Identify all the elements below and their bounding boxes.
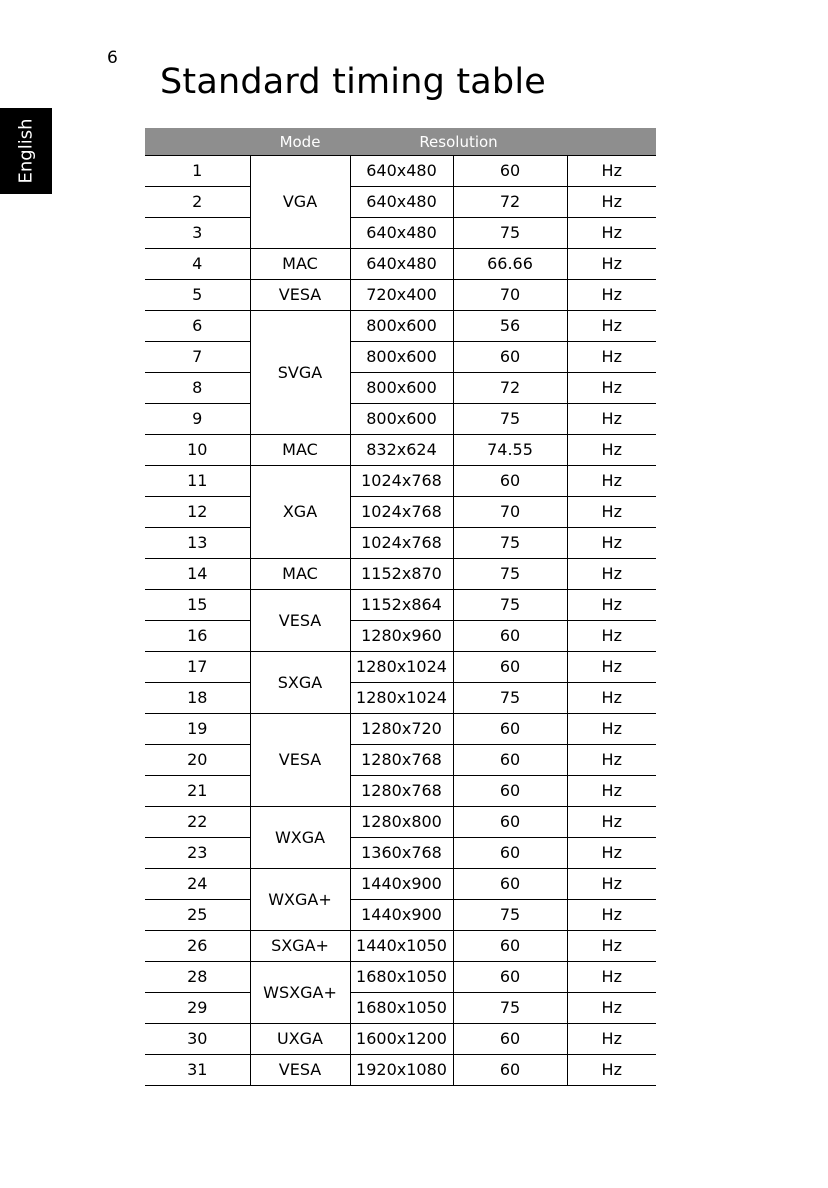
language-tab-label: English	[15, 118, 37, 184]
table-row	[145, 280, 656, 311]
header-resolution: Resolution	[350, 128, 567, 156]
row-resolution: 1280x960	[350, 621, 453, 652]
row-unit: Hz	[567, 962, 656, 993]
row-resolution: 1600x1200	[350, 1024, 453, 1055]
row-index: 16	[145, 621, 250, 652]
row-frequency: 70	[453, 280, 567, 311]
row-resolution: 1440x900	[350, 900, 453, 931]
row-frequency: 72	[453, 373, 567, 404]
row-index: 26	[145, 931, 250, 962]
row-index: 3	[145, 218, 250, 249]
row-index: 11	[145, 466, 250, 497]
row-mode: WXGA+	[250, 869, 350, 931]
table-row	[145, 373, 656, 404]
table-row	[145, 187, 656, 218]
row-index: 18	[145, 683, 250, 714]
row-resolution: 1280x720	[350, 714, 453, 745]
row-index: 7	[145, 342, 250, 373]
row-index: 1	[145, 156, 250, 187]
table-row	[145, 590, 656, 621]
row-resolution: 640x480	[350, 218, 453, 249]
row-resolution: 832x624	[350, 435, 453, 466]
row-resolution: 1152x864	[350, 590, 453, 621]
row-index: 4	[145, 249, 250, 280]
row-resolution: 1152x870	[350, 559, 453, 590]
table-row	[145, 807, 656, 838]
row-frequency: 60	[453, 1055, 567, 1086]
row-frequency: 75	[453, 683, 567, 714]
row-resolution: 800x600	[350, 311, 453, 342]
table-row	[145, 869, 656, 900]
row-frequency: 75	[453, 590, 567, 621]
table-row	[145, 218, 656, 249]
table-row	[145, 1055, 656, 1086]
row-unit: Hz	[567, 404, 656, 435]
row-resolution: 1280x1024	[350, 683, 453, 714]
row-frequency: 60	[453, 931, 567, 962]
standard-timing-table	[145, 128, 656, 1086]
row-frequency: 72	[453, 187, 567, 218]
row-unit: Hz	[567, 776, 656, 807]
row-unit: Hz	[567, 466, 656, 497]
row-unit: Hz	[567, 590, 656, 621]
row-mode: VESA	[250, 590, 350, 652]
table-row	[145, 466, 656, 497]
row-resolution: 800x600	[350, 342, 453, 373]
row-unit: Hz	[567, 342, 656, 373]
row-unit: Hz	[567, 280, 656, 311]
row-frequency: 75	[453, 559, 567, 590]
page-number: 6	[107, 48, 118, 68]
row-unit: Hz	[567, 311, 656, 342]
row-mode: MAC	[250, 249, 350, 280]
row-resolution: 1280x768	[350, 745, 453, 776]
row-index: 24	[145, 869, 250, 900]
row-index: 25	[145, 900, 250, 931]
table-row	[145, 435, 656, 466]
row-index: 17	[145, 652, 250, 683]
table-row	[145, 156, 656, 187]
table-row	[145, 497, 656, 528]
table-body	[145, 156, 656, 1086]
table-row	[145, 683, 656, 714]
row-unit: Hz	[567, 249, 656, 280]
table-row	[145, 652, 656, 683]
row-resolution: 1440x900	[350, 869, 453, 900]
table-row	[145, 993, 656, 1024]
row-frequency: 60	[453, 807, 567, 838]
row-resolution: 1280x768	[350, 776, 453, 807]
row-frequency: 60	[453, 869, 567, 900]
row-frequency: 56	[453, 311, 567, 342]
row-unit: Hz	[567, 683, 656, 714]
table-row	[145, 621, 656, 652]
row-index: 12	[145, 497, 250, 528]
table-row	[145, 962, 656, 993]
table-row	[145, 900, 656, 931]
table-header-row	[145, 128, 656, 156]
row-index: 31	[145, 1055, 250, 1086]
row-unit: Hz	[567, 652, 656, 683]
row-index: 20	[145, 745, 250, 776]
table-row	[145, 404, 656, 435]
row-index: 14	[145, 559, 250, 590]
table-row	[145, 838, 656, 869]
row-index: 10	[145, 435, 250, 466]
language-tab	[0, 108, 52, 194]
row-unit: Hz	[567, 745, 656, 776]
page-title: Standard timing table	[160, 62, 546, 102]
row-index: 21	[145, 776, 250, 807]
table-row	[145, 1024, 656, 1055]
table-row	[145, 342, 656, 373]
table-row	[145, 528, 656, 559]
row-unit: Hz	[567, 931, 656, 962]
header-mode: Mode	[250, 128, 350, 156]
row-mode: MAC	[250, 435, 350, 466]
row-frequency: 70	[453, 497, 567, 528]
row-mode: UXGA	[250, 1024, 350, 1055]
row-unit: Hz	[567, 187, 656, 218]
table-row	[145, 311, 656, 342]
row-index: 29	[145, 993, 250, 1024]
table-row	[145, 931, 656, 962]
row-unit: Hz	[567, 714, 656, 745]
row-unit: Hz	[567, 807, 656, 838]
row-frequency: 60	[453, 342, 567, 373]
row-mode: SXGA	[250, 652, 350, 714]
row-frequency: 60	[453, 776, 567, 807]
row-frequency: 75	[453, 218, 567, 249]
row-mode: VGA	[250, 156, 350, 249]
row-index: 2	[145, 187, 250, 218]
row-resolution: 800x600	[350, 373, 453, 404]
row-frequency: 60	[453, 156, 567, 187]
row-unit: Hz	[567, 1024, 656, 1055]
row-frequency: 60	[453, 838, 567, 869]
row-frequency: 60	[453, 1024, 567, 1055]
row-resolution: 1440x1050	[350, 931, 453, 962]
row-unit: Hz	[567, 838, 656, 869]
row-index: 5	[145, 280, 250, 311]
row-unit: Hz	[567, 435, 656, 466]
row-unit: Hz	[567, 497, 656, 528]
row-unit: Hz	[567, 1055, 656, 1086]
row-frequency: 75	[453, 993, 567, 1024]
row-mode: XGA	[250, 466, 350, 559]
row-resolution: 1360x768	[350, 838, 453, 869]
row-resolution: 1280x1024	[350, 652, 453, 683]
row-frequency: 74.55	[453, 435, 567, 466]
row-frequency: 60	[453, 652, 567, 683]
row-frequency: 60	[453, 466, 567, 497]
row-resolution: 1280x800	[350, 807, 453, 838]
row-mode: VESA	[250, 714, 350, 807]
row-frequency: 75	[453, 404, 567, 435]
row-resolution: 1024x768	[350, 466, 453, 497]
row-resolution: 800x600	[350, 404, 453, 435]
row-resolution: 1024x768	[350, 528, 453, 559]
header-unit	[567, 128, 656, 156]
row-mode: SXGA+	[250, 931, 350, 962]
row-frequency: 75	[453, 528, 567, 559]
row-mode: VESA	[250, 1055, 350, 1086]
row-frequency: 60	[453, 621, 567, 652]
row-frequency: 66.66	[453, 249, 567, 280]
table-row	[145, 559, 656, 590]
table-row	[145, 776, 656, 807]
row-index: 8	[145, 373, 250, 404]
row-resolution: 1024x768	[350, 497, 453, 528]
row-resolution: 640x480	[350, 187, 453, 218]
row-index: 22	[145, 807, 250, 838]
row-frequency: 75	[453, 900, 567, 931]
row-unit: Hz	[567, 373, 656, 404]
row-unit: Hz	[567, 528, 656, 559]
row-mode: WSXGA+	[250, 962, 350, 1024]
row-index: 23	[145, 838, 250, 869]
row-unit: Hz	[567, 156, 656, 187]
row-mode: SVGA	[250, 311, 350, 435]
row-unit: Hz	[567, 559, 656, 590]
row-mode: VESA	[250, 280, 350, 311]
row-index: 6	[145, 311, 250, 342]
table-row	[145, 745, 656, 776]
row-resolution: 640x480	[350, 156, 453, 187]
row-resolution: 1680x1050	[350, 962, 453, 993]
table-row	[145, 714, 656, 745]
row-frequency: 60	[453, 745, 567, 776]
row-resolution: 720x400	[350, 280, 453, 311]
row-unit: Hz	[567, 993, 656, 1024]
row-resolution: 1680x1050	[350, 993, 453, 1024]
row-index: 13	[145, 528, 250, 559]
row-index: 28	[145, 962, 250, 993]
row-unit: Hz	[567, 621, 656, 652]
row-index: 19	[145, 714, 250, 745]
table-row	[145, 249, 656, 280]
row-mode: MAC	[250, 559, 350, 590]
row-unit: Hz	[567, 869, 656, 900]
row-frequency: 60	[453, 962, 567, 993]
row-resolution: 1920x1080	[350, 1055, 453, 1086]
row-resolution: 640x480	[350, 249, 453, 280]
header-index	[145, 128, 250, 156]
row-index: 30	[145, 1024, 250, 1055]
row-index: 9	[145, 404, 250, 435]
row-unit: Hz	[567, 218, 656, 249]
row-unit: Hz	[567, 900, 656, 931]
row-frequency: 60	[453, 714, 567, 745]
row-index: 15	[145, 590, 250, 621]
row-mode: WXGA	[250, 807, 350, 869]
